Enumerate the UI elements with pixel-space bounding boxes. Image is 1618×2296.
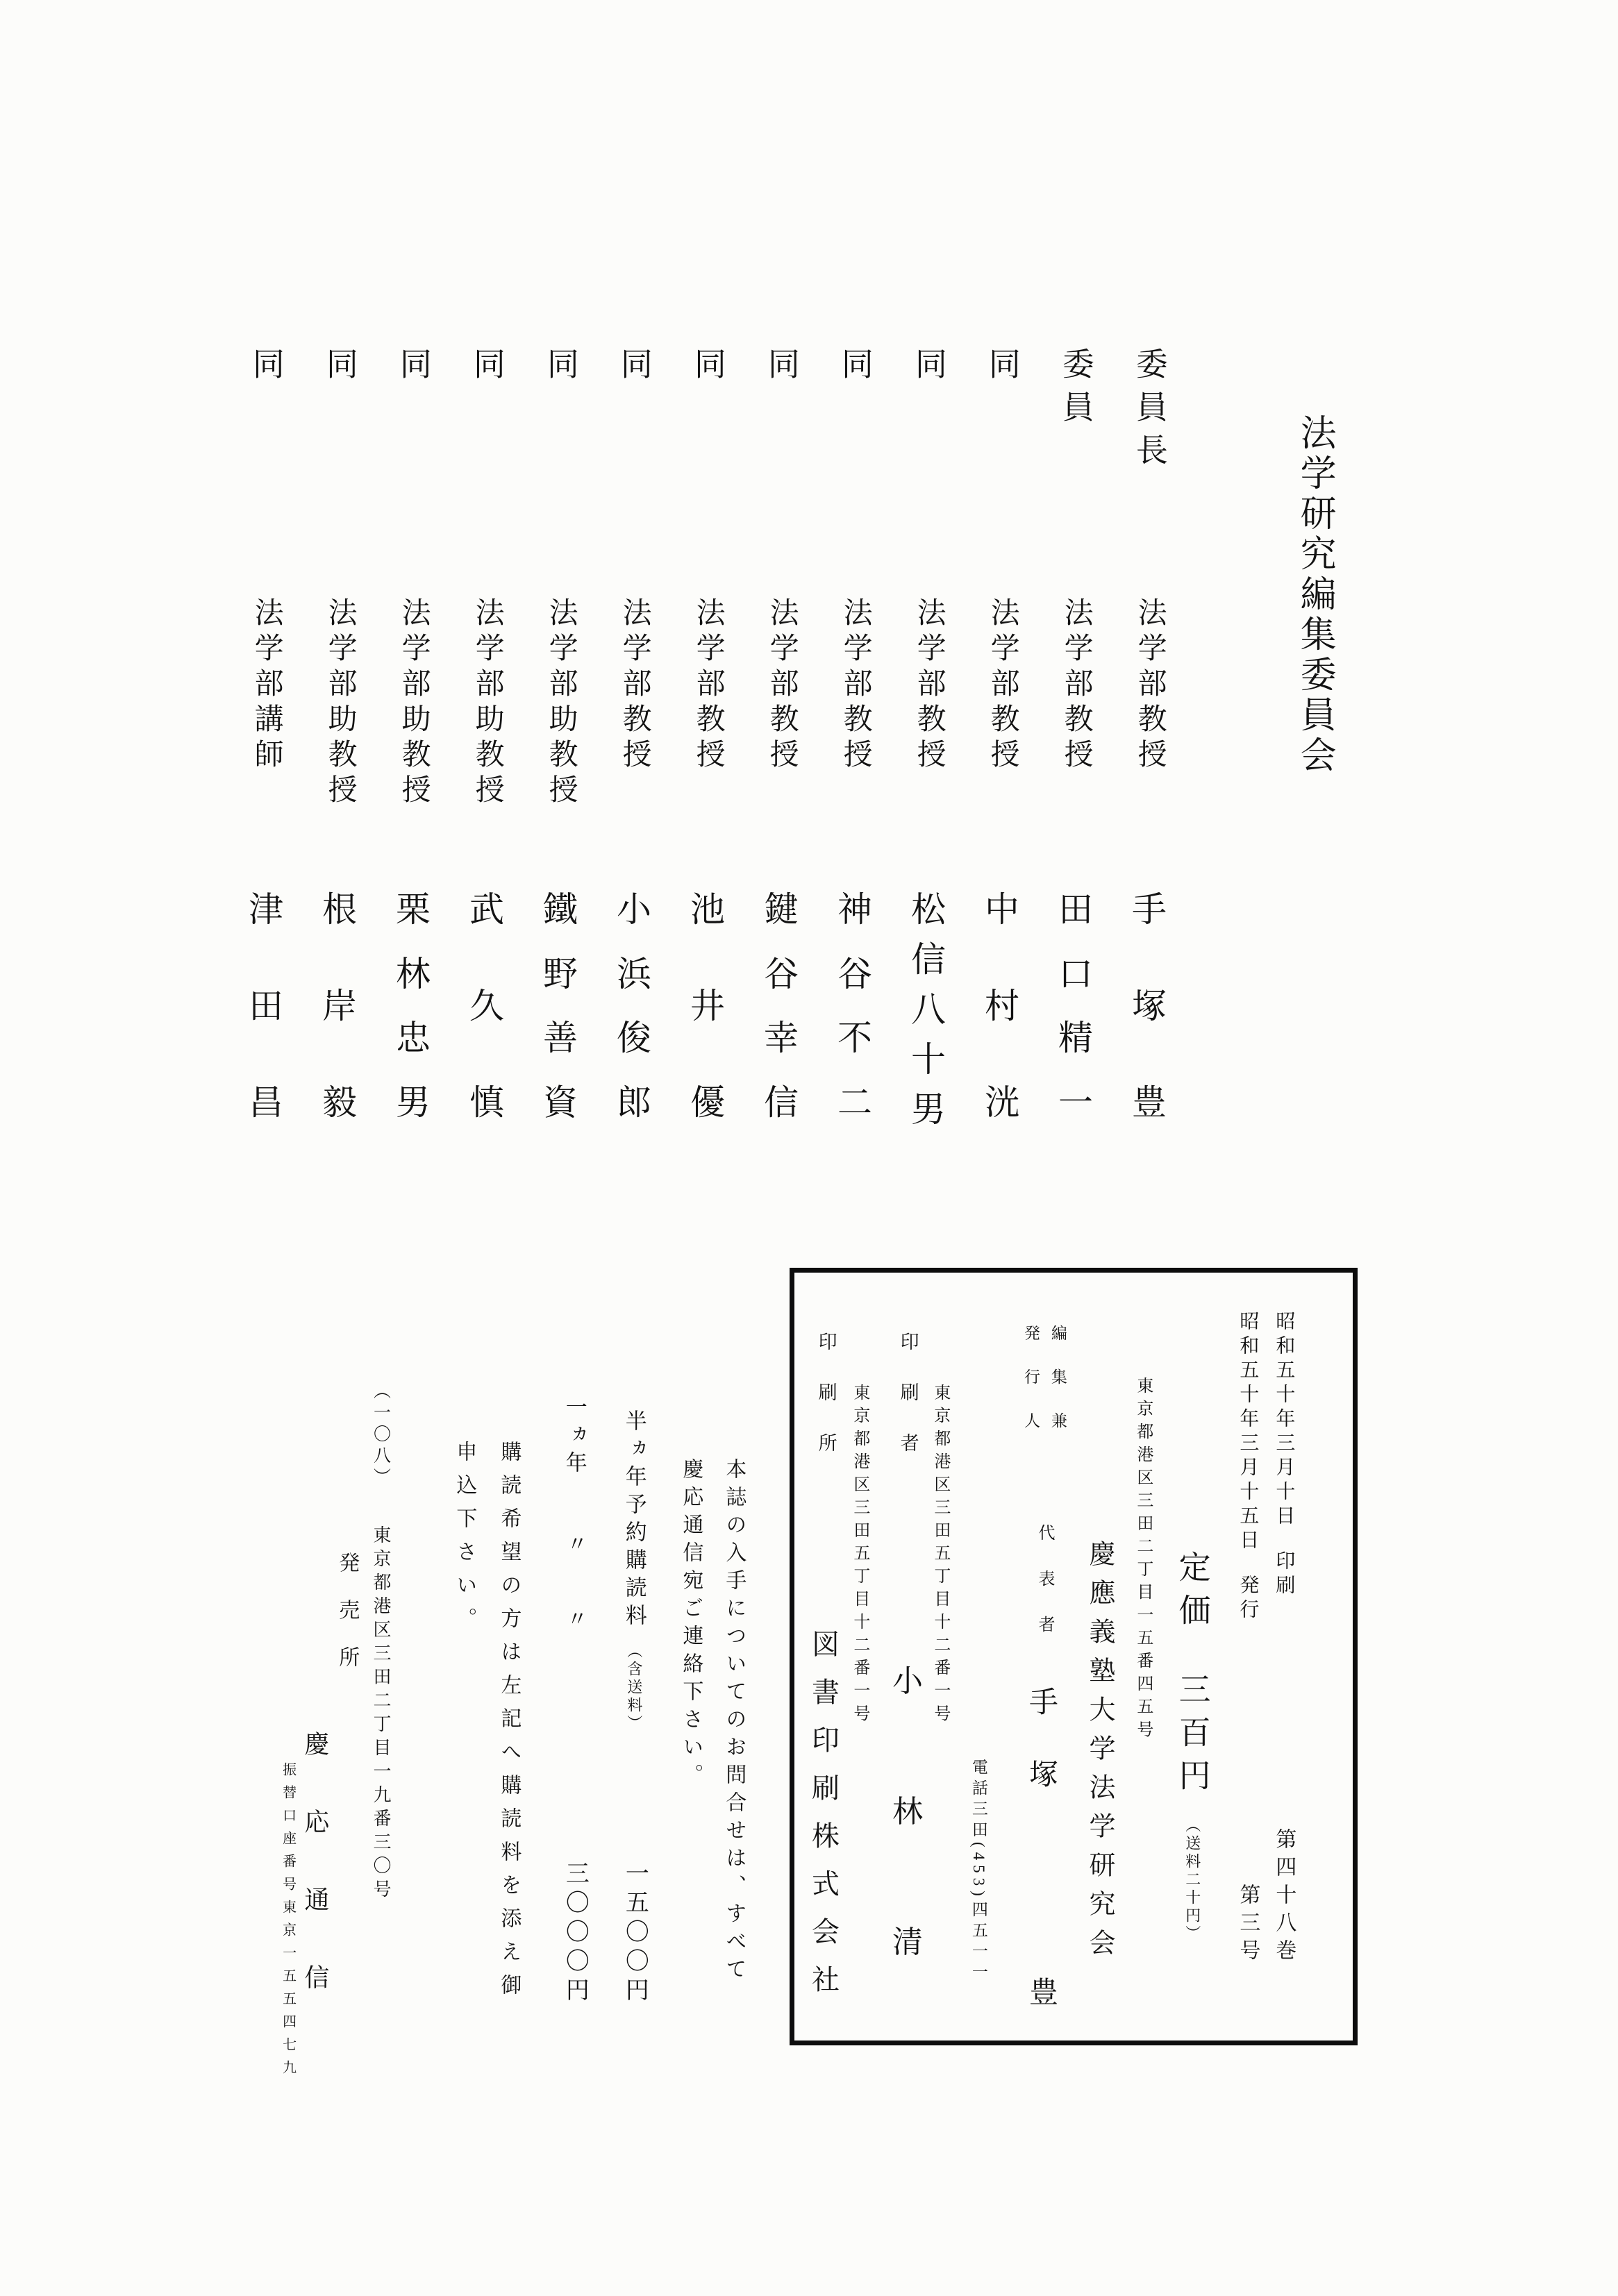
member-position: 法学部教授 — [765, 597, 798, 774]
member-role: 同 — [469, 347, 505, 390]
member-role: 同 — [248, 347, 284, 390]
member-position: 法学部教授 — [1060, 597, 1092, 774]
printer-person-column — [886, 1332, 929, 1961]
member-position: 法学部助教授 — [324, 597, 356, 810]
committee-member-column-13 — [229, 347, 303, 1125]
member-name: 鍵 谷 幸 信 — [764, 890, 799, 1122]
member-name: 松 信 八 十 男 — [911, 890, 946, 1129]
member-position: 法学部助教授 — [544, 597, 577, 810]
transfer-account: 振替口座番号東京一五五四七九 — [280, 1762, 296, 2083]
ditto-mark-1: 〃 — [563, 1533, 587, 1554]
member-position: 法学部教授 — [1133, 597, 1166, 774]
seller-group — [301, 1552, 358, 2042]
committee-member-column-2 — [1039, 347, 1112, 1125]
colophon-box — [790, 1268, 1358, 2045]
inquiry-notice-line1: 本誌の入手についてのお問合せは、すべて — [722, 1458, 746, 1986]
published-label: 発行 — [1237, 1575, 1259, 1623]
member-position: 法学部教授 — [986, 597, 1019, 774]
member-name: 栗 林 忠 男 — [396, 890, 431, 1122]
member-role: 委員長 — [1131, 347, 1167, 476]
member-role: 同 — [542, 347, 578, 390]
printed-date-column — [1272, 1311, 1294, 1967]
one-year-price: 三〇〇〇円 — [562, 1861, 588, 2006]
member-position: 法学部教授 — [912, 597, 945, 774]
member-role: 同 — [690, 347, 726, 390]
one-year-subscription-column — [550, 1396, 599, 2006]
member-role: 同 — [837, 347, 873, 390]
representative-name: 手 塚 豊 — [1028, 1687, 1058, 2009]
member-role: 同 — [984, 347, 1020, 390]
printer-person-name: 小 林 清 — [892, 1664, 923, 1959]
half-year-price: 一五〇〇円 — [622, 1861, 648, 2006]
committee-member-column-7 — [671, 347, 744, 1125]
printer-person-address: 東京都港区三田五丁目十二番一号 — [931, 1384, 949, 1727]
committee-member-column-12 — [303, 347, 376, 1125]
member-name: 手 塚 豊 — [1132, 890, 1167, 1122]
committee-member-column-4 — [892, 347, 965, 1129]
member-position: 法学部助教授 — [397, 597, 430, 810]
volume-number: 第四十八巻 — [1272, 1828, 1296, 1967]
half-year-subscription-column — [610, 1409, 658, 2006]
member-name: 鐵 野 善 資 — [543, 890, 578, 1122]
inquiry-notice-line2-column — [679, 1458, 701, 1791]
member-role: 同 — [322, 347, 358, 390]
printer-company-address: 東京都港区三田五丁目十二番一号 — [850, 1384, 869, 1727]
representative-label: 代表者 — [1035, 1524, 1053, 1661]
price-column — [1175, 1550, 1210, 1943]
editor-annotation — [1021, 1325, 1066, 1456]
editor-annotation-line2: 発行人 — [1022, 1325, 1040, 1456]
committee-member-column-11 — [376, 347, 450, 1125]
member-position: 法学部講師 — [250, 597, 283, 774]
member-name: 田 口 精 一 — [1058, 890, 1093, 1122]
inquiry-notice-line1-column — [722, 1458, 744, 1986]
member-role: 同 — [910, 347, 946, 390]
committee-member-column-9 — [524, 347, 597, 1125]
member-role: 同 — [763, 347, 799, 390]
printer-company-label: 印刷所 — [815, 1332, 837, 1484]
committee-member-column-6 — [744, 347, 818, 1125]
publisher-org-column — [1085, 1540, 1113, 1968]
printer-company-address-column — [850, 1384, 868, 1727]
member-name: 武 久 慎 — [469, 890, 504, 1122]
editor-annotation-line1: 編集兼 — [1049, 1325, 1067, 1456]
seller-name: 慶応通信 — [301, 1731, 329, 2042]
member-position: 法学部助教授 — [471, 597, 503, 810]
one-year-label: 一ヵ年 — [562, 1396, 587, 1479]
committee-member-column-3 — [965, 347, 1039, 1125]
committee-title: 法学研究編集委員会 — [1294, 414, 1335, 776]
ditto-mark-2: 〃 — [563, 1608, 587, 1629]
inquiry-notice-line2: 慶応通信宛ご連絡下さい。 — [679, 1458, 703, 1791]
member-name: 神 谷 不 二 — [837, 890, 872, 1122]
member-name: 中 村 洸 — [985, 890, 1019, 1122]
publisher-org-name: 慶應義塾大学法学研究会 — [1085, 1540, 1115, 1968]
member-position: 法学部教授 — [839, 597, 871, 774]
member-position: 法学部教授 — [692, 597, 724, 774]
printed-date: 昭和五十年三月十日 — [1273, 1311, 1295, 1530]
printer-company-name: 図 書 印 刷 株 式 会 社 — [812, 1629, 840, 1995]
postage-included-note: （含送料） — [625, 1643, 643, 1733]
committee-title-column — [1268, 347, 1360, 776]
apply-notice-line1: 購読希望の方は左記へ購読料を添え御 — [497, 1441, 521, 2007]
issue-number: 第三号 — [1236, 1884, 1260, 1967]
seller-label: 発売所 — [335, 1552, 359, 1693]
committee-member-column-1 — [1112, 347, 1186, 1125]
published-date: 昭和五十年三月十五日 — [1237, 1311, 1259, 1554]
committee-member-column-8 — [597, 347, 671, 1125]
published-date-column — [1236, 1311, 1258, 1967]
postage-note: （送料二十円） — [1183, 1817, 1201, 1943]
printer-person-address-column — [931, 1384, 949, 1727]
publisher-address: 東京都港区三田二丁目一五番四五号 — [1133, 1377, 1152, 1743]
price-amount: 三百円 — [1174, 1673, 1210, 1802]
apply-notice-line2: 申込下さい。 — [453, 1441, 476, 1641]
phone-number: 電話三田(453)四五一一 — [969, 1759, 987, 1984]
transfer-account-column — [280, 1762, 295, 2083]
printer-company-column — [804, 1332, 847, 1997]
printer-person-label: 印刷者 — [897, 1332, 919, 1484]
member-name: 池 井 優 — [690, 890, 725, 1122]
member-role: 委員 — [1058, 347, 1094, 433]
member-name: 津 田 昌 — [249, 890, 283, 1122]
phone-column — [969, 1759, 987, 1984]
apply-notice-line1-column — [497, 1441, 519, 2007]
seller-address-column — [351, 1382, 410, 1903]
seller-address: 東京都港区三田二丁目一九番三〇号 — [371, 1525, 392, 1903]
half-year-label: 半ヵ年予約購読料 — [622, 1409, 647, 1632]
publisher-address-column — [1133, 1377, 1151, 1743]
editor-publisher-column — [1012, 1325, 1075, 2011]
member-role: 同 — [395, 347, 431, 390]
committee-member-column-10 — [450, 347, 524, 1125]
apply-notice-line2-column — [453, 1441, 475, 1641]
postal-code: （一〇八） — [371, 1382, 390, 1489]
editorial-committee-section — [229, 347, 1360, 1153]
member-name: 小 浜 俊 郎 — [617, 890, 651, 1122]
member-role: 同 — [616, 347, 652, 390]
member-position: 法学部教授 — [618, 597, 651, 774]
printed-label: 印刷 — [1273, 1550, 1295, 1599]
price-label: 定価 — [1174, 1550, 1210, 1636]
member-name: 根 岸 毅 — [322, 890, 357, 1122]
committee-member-column-5 — [818, 347, 892, 1125]
